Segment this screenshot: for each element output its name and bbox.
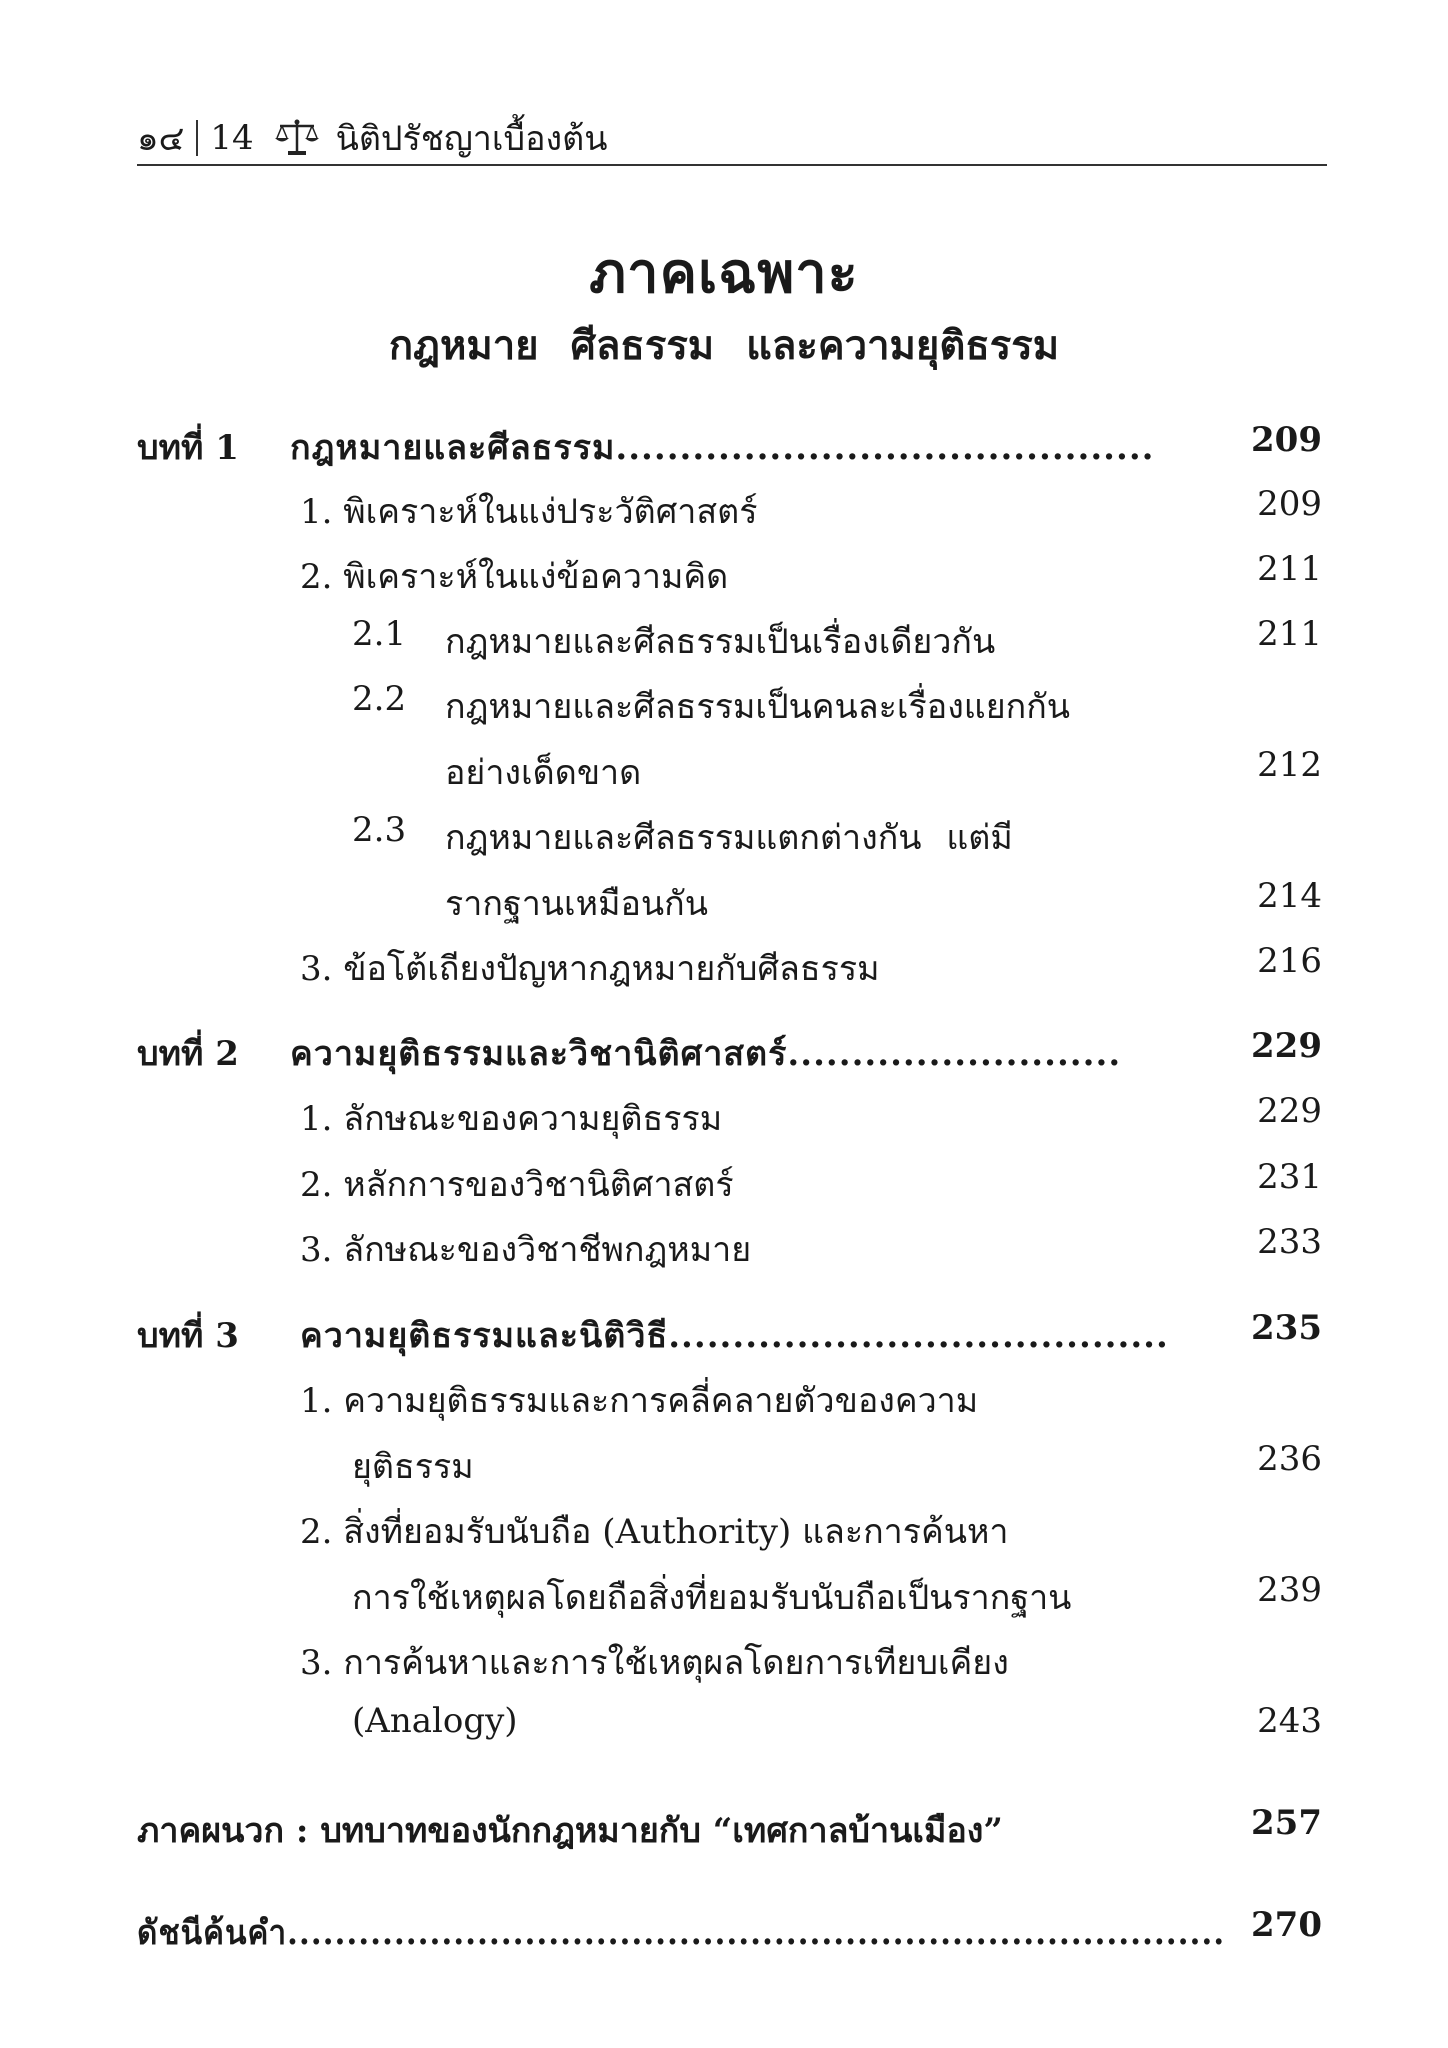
page-ref: 211: [1257, 614, 1322, 654]
section-title-line2: การใช้เหตุผลโดยถือสิ่งที่ยอมรับนับถือเป็นรากฐาน: [352, 1578, 1072, 1618]
section-title: 1. ความยุติธรรมและการคลี่คลายตัวของความ: [300, 1381, 979, 1421]
part-subtitle: กฎหมาย ศีลธรรม และความยุติธรรม: [388, 322, 1060, 369]
section-title: 3. การค้นหาและการใช้เหตุผลโดยการเทียบเคียง: [300, 1643, 1009, 1683]
page-ref: 211: [1257, 549, 1322, 589]
subsection-number: 2.3: [352, 810, 407, 850]
chapter-title: ความยุติธรรมและนิติวิธี.......................................: [300, 1316, 1169, 1356]
appendix-title: ภาคผนวก : บทบาทของนักกฎหมายกับ “เทศกาลบ้านเมือง”: [137, 1811, 1003, 1851]
page-ref: 236: [1257, 1439, 1322, 1479]
section-title-line2: (Analogy): [352, 1701, 518, 1741]
page-ref: 214: [1257, 876, 1322, 916]
page-ref: 216: [1257, 941, 1322, 981]
subsection-number: 2.2: [352, 679, 407, 719]
part-title: ภาคเฉพาะ: [589, 240, 859, 306]
page-ref: 229: [1257, 1091, 1322, 1131]
chapter-title: ความยุติธรรมและวิชานิติศาสตร์..........................: [290, 1034, 1122, 1074]
page-ref: 212: [1257, 745, 1322, 785]
subsection-title: กฎหมายและศีลธรรมเป็นเรื่องเดียวกัน: [445, 622, 996, 662]
page-ref: 270: [1251, 1905, 1322, 1945]
running-header: [137, 112, 1327, 166]
page-ref: 209: [1257, 484, 1322, 524]
thai-page-number: ๑๔: [137, 119, 185, 159]
section-title: 3. ลักษณะของวิชาชีพกฎหมาย: [300, 1230, 752, 1270]
subsection-number: 2.1: [352, 614, 407, 654]
page-ref: 257: [1251, 1803, 1322, 1843]
section-title: 2. พิเคราะห์ในแง่ข้อความคิด: [300, 557, 729, 597]
section-title: 3. ข้อโต้เถียงปัญหากฎหมายกับศีลธรรม: [300, 949, 880, 989]
chapter-label: บทที่ 2: [137, 1034, 239, 1074]
page-ref: 235: [1251, 1308, 1322, 1348]
page-ref: 233: [1257, 1222, 1322, 1262]
scales-of-justice-icon: [274, 118, 320, 158]
page-ref: 209: [1251, 420, 1322, 460]
page-ref: 239: [1257, 1570, 1322, 1610]
section-title-line2: ยุติธรรม: [352, 1447, 474, 1487]
subsection-title-line2: อย่างเด็ดขาด: [445, 753, 642, 793]
subsection-title: กฎหมายและศีลธรรมเป็นคนละเรื่องแยกกัน: [445, 687, 1071, 727]
page-number: 14: [210, 118, 254, 158]
page-ref: 229: [1251, 1026, 1322, 1066]
subsection-title-line2: รากฐานเหมือนกัน: [445, 884, 708, 924]
page-ref: 243: [1257, 1701, 1322, 1741]
index-title: ดัชนีค้นคำ...............................................................................: [137, 1913, 1226, 1953]
chapter-label: บทที่ 3: [137, 1316, 239, 1356]
section-title: 2. สิ่งที่ยอมรับนับถือ (Authority) และการค้นหา: [300, 1512, 1009, 1552]
book-title: นิติปรัชญาเบื้องต้น: [335, 119, 608, 159]
chapter-label: บทที่ 1: [137, 428, 239, 468]
subsection-title: กฎหมายและศีลธรรมแตกต่างกัน แต่มี: [445, 818, 1013, 858]
section-title: 2. หลักการของวิชานิติศาสตร์: [300, 1165, 734, 1205]
section-title: 1. พิเคราะห์ในแง่ประวัติศาสตร์: [300, 492, 758, 532]
chapter-title: กฎหมายและศีลธรรม..........................................: [290, 428, 1155, 468]
page-ref: 231: [1257, 1157, 1322, 1197]
section-title: 1. ลักษณะของความยุติธรรม: [300, 1099, 723, 1139]
header-divider: [196, 120, 198, 156]
